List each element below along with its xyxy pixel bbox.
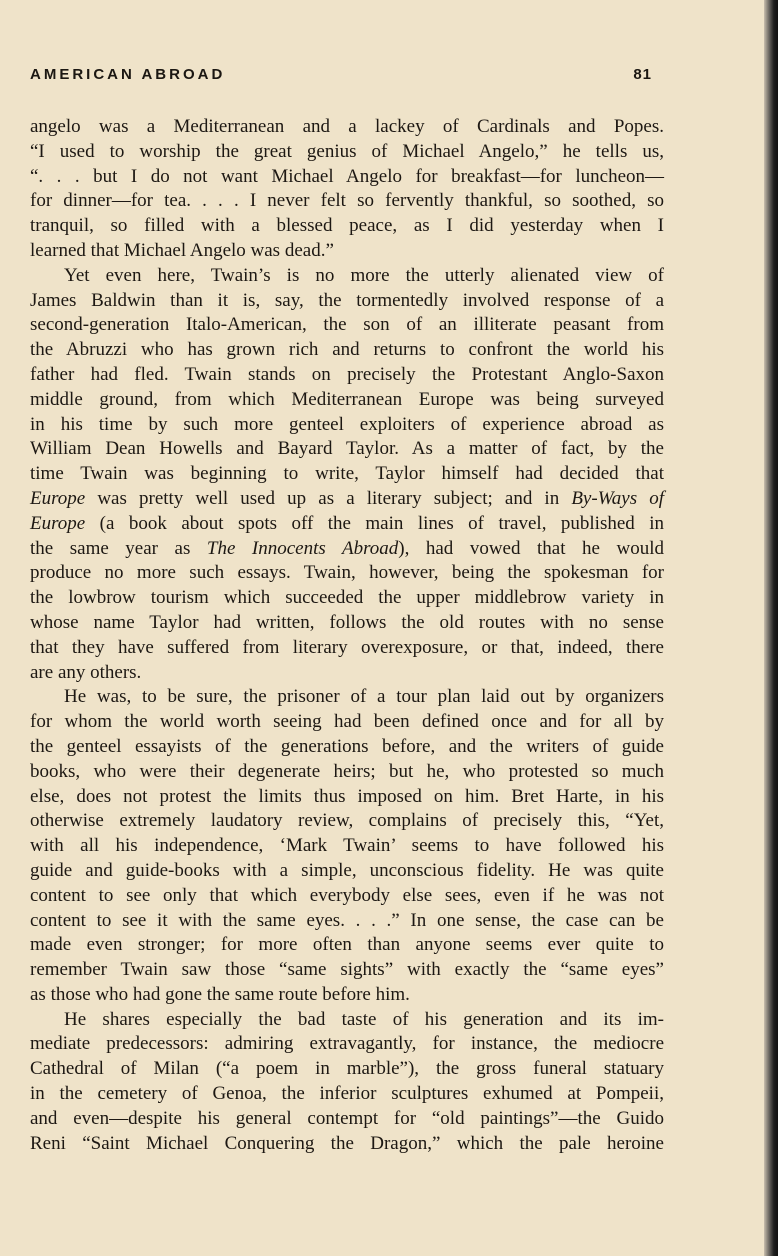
text-line: Yet even here, Twain’s is no more the utterly alienated view of xyxy=(64,264,664,286)
page-header xyxy=(30,66,652,88)
text-line: guide and guide-books with a simple, unconscious fidelity. He was quite xyxy=(30,859,664,881)
text-line: remember Twain saw those “same sights” with exactly the “same eyes” xyxy=(30,959,664,981)
text-line: for dinner—for tea. . . . I never felt so fervently thankful, so soothed, so xyxy=(30,190,664,212)
text-line: as those who had gone the same route before him. xyxy=(30,983,410,1005)
text-line: the same year as The Innocents Abroad), had vowed that he would xyxy=(30,537,664,559)
text-line: for whom the world worth seeing had been defined once and for all by xyxy=(30,711,664,733)
text-line: and even—despite his general contempt for “old paintings”—the Guido xyxy=(30,1107,664,1129)
paragraph xyxy=(30,685,664,1007)
text-line: content to see only that which everybody else sees, even if he was not xyxy=(30,884,664,906)
text-line: learned that Michael Angelo was dead.” xyxy=(30,239,334,261)
text-line: second-generation Italo-American, the son of an illiterate peasant from xyxy=(30,314,664,336)
text-line: in his time by such more genteel exploiters of experience abroad as xyxy=(30,413,664,435)
text-line: tranquil, so filled with a blessed peace, as I did yesterday when I xyxy=(30,215,664,237)
text-line: whose name Taylor had written, follows the old routes with no sense xyxy=(30,611,664,633)
page-number: 81 xyxy=(633,66,652,83)
text-line: He shares especially the bad taste of his generation and its im- xyxy=(64,1008,664,1030)
paragraph xyxy=(30,1008,664,1157)
text-line: made even stronger; for more often than anyone seems ever quite to xyxy=(30,934,664,956)
text-line: angelo was a Mediterranean and a lackey of Cardinals and Popes. xyxy=(30,116,664,137)
paragraph xyxy=(30,264,664,686)
page-edge-shadow xyxy=(764,0,778,1256)
text-line: William Dean Howells and Bayard Taylor. As a matter of fact, by the xyxy=(30,438,664,460)
text-line: Cathedral of Milan (“a poem in marble”), the gross funeral statuary xyxy=(30,1058,664,1080)
text-line: else, does not protest the limits thus imposed on him. Bret Harte, in his xyxy=(30,785,664,807)
text-line: mediate predecessors: admiring extravagantly, for instance, the mediocre xyxy=(30,1033,664,1055)
text-line: are any others. xyxy=(30,661,142,683)
text-line: James Baldwin than it is, say, the tormentedly involved response of a xyxy=(30,289,664,311)
text-line: Europe was pretty well used up as a literary subject; and in By-Ways of xyxy=(30,487,664,509)
text-line: content to see it with the same eyes. . . .” In one sense, the case can be xyxy=(30,909,664,931)
text-line: the Abruzzi who has grown rich and returns to confront the world his xyxy=(30,339,664,361)
text-line: in the cemetery of Genoa, the inferior sculptures exhumed at Pompeii, xyxy=(30,1083,664,1105)
text-line: Reni “Saint Michael Conquering the Dragon,” which the pale heroine xyxy=(30,1132,664,1154)
text-line: that they have suffered from literary overexposure, or that, indeed, there xyxy=(30,636,664,658)
text-line: middle ground, from which Mediterranean Europe was being surveyed xyxy=(30,388,664,410)
text-line: He was, to be sure, the prisoner of a tour plan laid out by organizers xyxy=(64,686,664,708)
running-head: AMERICAN ABROAD xyxy=(30,66,226,83)
text-line: produce no more such essays. Twain, however, being the spokesman for xyxy=(30,562,664,584)
body-text xyxy=(30,115,664,1156)
text-line: “I used to worship the great genius of Michael Angelo,” he tells us, xyxy=(30,140,664,162)
text-line: with all his independence, ‘Mark Twain’ seems to have followed his xyxy=(30,835,664,857)
text-line: the lowbrow tourism which succeeded the upper middlebrow variety in xyxy=(30,587,664,609)
text-line: Europe (a book about spots off the main lines of travel, published in xyxy=(30,512,664,534)
text-line: otherwise extremely laudatory review, complains of precisely this, “Yet, xyxy=(30,810,664,832)
text-line: father had fled. Twain stands on precisely the Protestant Anglo-Saxon xyxy=(30,363,664,385)
text-line: books, who were their degenerate heirs; but he, who protested so much xyxy=(30,760,664,782)
text-line: the genteel essayists of the generations before, and the writers of guide xyxy=(30,735,664,757)
paragraph xyxy=(30,115,664,264)
text-line: time Twain was beginning to write, Taylor himself had decided that xyxy=(30,463,664,485)
text-line: “. . . but I do not want Michael Angelo for breakfast—for luncheon— xyxy=(30,165,664,187)
